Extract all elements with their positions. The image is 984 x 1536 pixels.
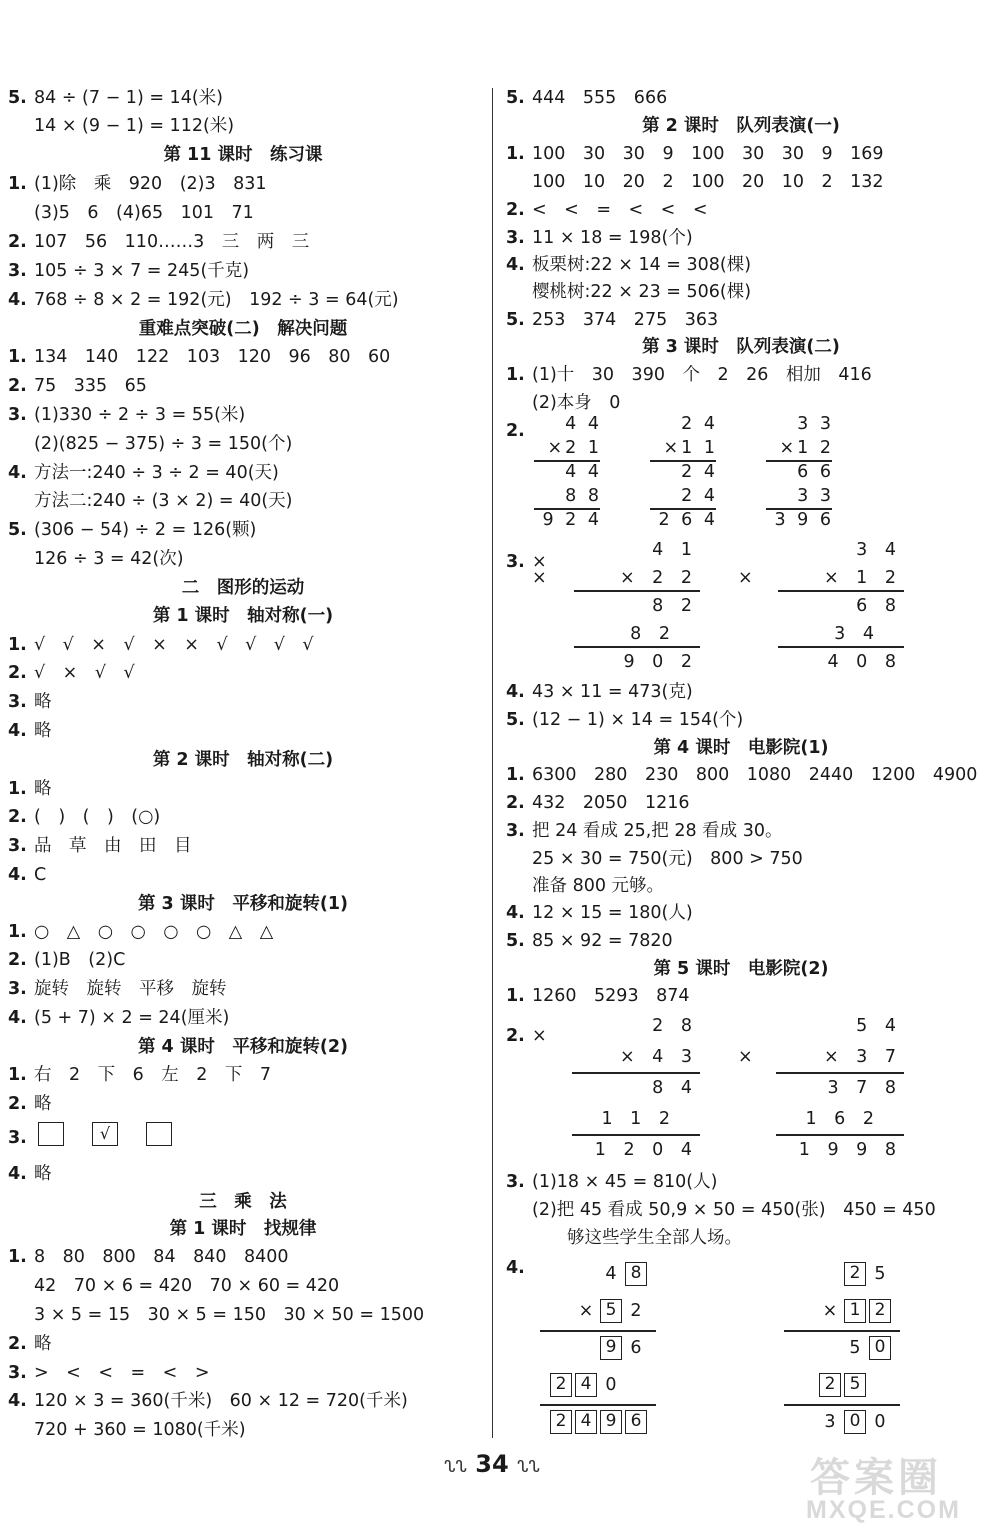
- calc-row: 5 4: [856, 1016, 902, 1036]
- question-number: 2.: [8, 1094, 27, 1114]
- answer-box: 9: [600, 1410, 622, 1434]
- wrong-mark: ×: [738, 568, 753, 588]
- answer-line: [8, 401, 245, 429]
- answer-text: √ × √ √: [34, 663, 135, 683]
- calc-row: 2 4: [681, 462, 718, 482]
- answer-text: 樱桃树:22 × 23 = 506(棵): [532, 282, 752, 302]
- question-number: 1.: [8, 922, 27, 942]
- question-number: 2.: [506, 1026, 525, 1046]
- question-number: 4.: [8, 1391, 27, 1411]
- answer-line: [8, 918, 273, 946]
- answer-text: 11 × 18 = 198(个): [532, 228, 693, 248]
- question-number: 2.: [8, 950, 27, 970]
- calc-digit: 0: [874, 1412, 886, 1432]
- answer-line: [506, 1224, 742, 1252]
- calc-row: 6 8: [856, 596, 902, 616]
- answer-line: [8, 430, 292, 458]
- calc-line: [784, 1404, 900, 1406]
- calc-digit: ×: [822, 1301, 838, 1321]
- calc-row: 2 6 4: [658, 510, 718, 530]
- question-number: 2.: [506, 200, 525, 220]
- answer-text: 107 56 110……3 三 两 三: [34, 232, 310, 252]
- section-title: 第 3 课时 队列表演(二): [642, 337, 840, 357]
- footer-ornament-left: ᔐᔐ: [444, 1457, 467, 1476]
- answer-text: C: [34, 865, 47, 885]
- answer-text: 方法一:240 ÷ 3 ÷ 2 = 40(天): [34, 463, 279, 483]
- question-number: 4.: [8, 1008, 27, 1028]
- question-number: 5.: [8, 88, 27, 108]
- answer-text: 84 ÷ (7 − 1) = 14(米): [34, 88, 223, 108]
- answer-line: [8, 228, 309, 256]
- section-title: 第 2 课时 队列表演(一): [642, 116, 840, 136]
- answer-line: [8, 487, 293, 515]
- answer-box: 6: [625, 1410, 647, 1434]
- calc-row: 9 2 4: [542, 510, 602, 530]
- calc-row: 4 1: [652, 540, 698, 560]
- answer-text: 1260 5293 874: [532, 986, 690, 1006]
- answer-line: [506, 1168, 717, 1196]
- question-number: 3.: [8, 692, 27, 712]
- calc-row: × 3 7: [823, 1047, 902, 1067]
- answer-box: 2: [550, 1373, 572, 1397]
- question-number: 2.: [8, 232, 27, 252]
- calc-line: [574, 646, 700, 648]
- calc-row: 8 4: [652, 1078, 698, 1098]
- calc-row: 1 6 2: [805, 1109, 880, 1129]
- answer-line: [8, 659, 135, 687]
- calc-line: [766, 460, 832, 462]
- answer-text: 准备 800 元够。: [532, 876, 665, 896]
- calc-row: 3 7 8: [827, 1078, 902, 1098]
- answer-line: [8, 372, 147, 400]
- answer-box: 4: [575, 1373, 597, 1397]
- answer-line: [506, 982, 689, 1010]
- answer-line: [8, 1124, 27, 1152]
- answer-text: 方法二:240 ÷ (3 × 2) = 40(天): [34, 491, 293, 511]
- answer-box: 2: [819, 1373, 841, 1397]
- calc-line: [650, 460, 716, 462]
- answer-line: [8, 803, 160, 831]
- answer-line: [8, 1387, 408, 1415]
- answer-text: 720 + 360 = 1080(千米): [34, 1420, 246, 1440]
- answer-line: [8, 1160, 52, 1188]
- question-number: 5.: [506, 931, 525, 951]
- question-number: 1.: [506, 986, 525, 1006]
- question-number: 4.: [506, 1258, 525, 1278]
- section-title: 第 11 课时 练习课: [163, 145, 323, 165]
- answer-text: (1)除 乘 920 (2)3 831: [34, 174, 267, 194]
- question-number: 3.: [506, 821, 525, 841]
- answer-line: [506, 140, 884, 168]
- calc-row: 3 4: [856, 540, 902, 560]
- answer-text: 25 × 30 = 750(元) 800 > 750: [532, 849, 803, 869]
- answer-line: [506, 1022, 547, 1050]
- answer-line: [8, 257, 249, 285]
- answer-line: [8, 1061, 271, 1089]
- answer-box: 0: [869, 1336, 891, 1360]
- question-number: 1.: [8, 174, 27, 194]
- answer-text: 略: [34, 779, 52, 799]
- calc-row: 2 4: [681, 486, 718, 506]
- answer-text: 14 × (9 − 1) = 112(米): [34, 116, 235, 136]
- answer-text: 8 80 800 84 840 8400: [34, 1247, 289, 1267]
- answer-text: 略: [34, 721, 52, 741]
- question-number: 4.: [8, 865, 27, 885]
- answer-text: (2)(825 − 375) ÷ 3 = 150(个): [34, 434, 293, 454]
- calc-line: [572, 1072, 700, 1074]
- calc-line: [776, 1072, 904, 1074]
- answer-text: (5 + 7) × 2 = 24(厘米): [34, 1008, 230, 1028]
- calc-row: × 2 2: [619, 568, 698, 588]
- calc-row: 4 4: [565, 462, 602, 482]
- calc-row: 1 9 9 8: [798, 1140, 902, 1160]
- answer-text: 6300 280 230 800 1080 2440 1200 4900: [532, 765, 978, 785]
- answer-line: [8, 545, 184, 573]
- footer-ornament-right: ᔐᔐ: [517, 1457, 540, 1476]
- section-title: 第 3 课时 平移和旋转(1): [137, 894, 349, 914]
- calc-digit: 3: [824, 1412, 836, 1432]
- answer-line: [8, 861, 46, 889]
- question-number: 3.: [8, 261, 27, 281]
- question-number: 5.: [8, 520, 27, 540]
- answer-text: 253 374 275 363: [532, 310, 719, 330]
- column-divider: [492, 88, 493, 1438]
- question-number: 1.: [8, 1247, 27, 1267]
- answer-text: 134 140 122 103 120 96 80 60: [34, 347, 391, 367]
- answer-line: [506, 278, 751, 306]
- answer-box: 9: [600, 1336, 622, 1360]
- calc-line: [778, 646, 904, 648]
- answer-box: 4: [575, 1410, 597, 1434]
- answer-text: 略: [34, 1334, 52, 1354]
- calc-row: × 4 3: [619, 1047, 698, 1067]
- answer-text: 85 × 92 = 7820: [532, 931, 673, 951]
- calc-line: [776, 1134, 904, 1136]
- answer-text: (1)330 ÷ 2 ÷ 3 = 55(米): [34, 405, 246, 425]
- question-number: 3.: [506, 1172, 525, 1192]
- answer-line: [8, 1416, 246, 1444]
- answer-box: [38, 1122, 64, 1146]
- answer-line: [506, 678, 693, 706]
- answer-line: [8, 1243, 289, 1271]
- answer-text: 42 70 × 6 = 420 70 × 60 = 420: [34, 1276, 340, 1296]
- calc-row: 2 4: [681, 414, 718, 434]
- answer-box: √: [92, 1122, 118, 1146]
- question-number: 4.: [8, 290, 27, 310]
- question-number: 4.: [506, 255, 525, 275]
- answer-text: 43 × 11 = 473(克): [532, 682, 693, 702]
- answer-line: [8, 832, 192, 860]
- answer-line: [506, 761, 977, 789]
- question-number: 2.: [8, 807, 27, 827]
- answer-line: [8, 717, 52, 745]
- answer-line: [506, 817, 783, 845]
- question-number: 4.: [8, 1164, 27, 1184]
- answer-text: 3 × 5 = 15 30 × 5 = 150 30 × 50 = 1500: [34, 1305, 425, 1325]
- calc-line: [766, 508, 832, 510]
- calc-line: [650, 508, 716, 510]
- question-number: 2.: [8, 376, 27, 396]
- calc-row: 3 4: [834, 624, 880, 644]
- question-number: 2.: [506, 421, 525, 441]
- answer-line: [8, 631, 314, 659]
- answer-line: [8, 1359, 209, 1387]
- answer-text: ( ) ( ) (○): [34, 807, 161, 827]
- section-title: 第 1 课时 轴对称(一): [152, 606, 334, 626]
- answer-text: 75 335 65: [34, 376, 147, 396]
- answer-line: [506, 845, 803, 873]
- section-title: 第 2 课时 轴对称(二): [152, 750, 334, 770]
- calc-line: [540, 1404, 656, 1406]
- answer-text: (1)十 30 390 个 2 26 相加 416: [532, 365, 872, 385]
- answer-box: 0: [844, 1410, 866, 1434]
- answer-line: [506, 927, 673, 955]
- calc-row: 8 8: [565, 486, 602, 506]
- calc-row: × 1 2: [823, 568, 902, 588]
- answer-line: [506, 224, 693, 252]
- answer-text: 略: [34, 1164, 52, 1184]
- calc-line: [784, 1330, 900, 1332]
- answer-line: [8, 84, 223, 112]
- question-number: 4.: [506, 682, 525, 702]
- answer-box: 2: [844, 1262, 866, 1286]
- answer-line: [8, 112, 234, 140]
- calc-row: 1 2 0 4: [594, 1140, 698, 1160]
- answer-line: [8, 286, 399, 314]
- calc-row: ×1 1: [663, 438, 718, 458]
- answer-box: 2: [869, 1299, 891, 1323]
- question-number: 3.: [8, 405, 27, 425]
- answer-line: [8, 975, 227, 1003]
- answer-line: [506, 251, 751, 279]
- calc-row: 8 2: [630, 624, 676, 644]
- question-number: 3.: [8, 1363, 27, 1383]
- answer-text: 旋转 旋转 平移 旋转: [34, 979, 227, 999]
- question-number: 4.: [506, 903, 525, 923]
- calc-digit: 0: [605, 1375, 617, 1395]
- question-number: 1.: [506, 765, 525, 785]
- question-number: 5.: [506, 710, 525, 730]
- answer-text: 105 ÷ 3 × 7 = 245(千克): [34, 261, 250, 281]
- question-number: 2.: [8, 663, 27, 683]
- answer-text: (1)18 × 45 = 810(人): [532, 1172, 718, 1192]
- calc-row: 4 4: [565, 414, 602, 434]
- section-title: 第 1 课时 找规律: [169, 1219, 317, 1239]
- calc-line: [778, 590, 904, 592]
- answer-text: ×: [532, 1026, 547, 1046]
- answer-text: 444 555 666: [532, 88, 668, 108]
- answer-line: [506, 872, 664, 900]
- answer-text: ×: [532, 552, 547, 572]
- answer-text: √ √ × √ × × √ √ √ √: [34, 635, 314, 655]
- question-number: 1.: [506, 144, 525, 164]
- answer-text: 把 24 看成 25,把 28 看成 30。: [532, 821, 783, 841]
- answer-text: > < < = < >: [34, 1363, 210, 1383]
- answer-text: < < = < < <: [532, 200, 708, 220]
- answer-box: [146, 1122, 172, 1146]
- question-number: 1.: [8, 635, 27, 655]
- answer-text: (2)本身 0: [532, 393, 621, 413]
- calc-line: [534, 460, 600, 462]
- answer-line: [8, 1301, 424, 1329]
- calc-digit: 6: [630, 1338, 642, 1358]
- calc-row: 6 6: [797, 462, 834, 482]
- answer-text: 品 草 由 田 目: [34, 836, 192, 856]
- calc-line: [540, 1330, 656, 1332]
- calc-row: 8 2: [652, 596, 698, 616]
- answer-text: 12 × 15 = 180(人): [532, 903, 693, 923]
- answer-line: [506, 361, 872, 389]
- calc-row: 3 3: [797, 486, 834, 506]
- answer-text: 略: [34, 1094, 52, 1114]
- answer-line: [506, 196, 707, 224]
- calc-row: 3 3: [797, 414, 834, 434]
- answer-line: [506, 899, 693, 927]
- answer-box: 1: [844, 1299, 866, 1323]
- answer-line: [8, 170, 267, 198]
- answer-text: 120 × 3 = 360(千米) 60 × 12 = 720(千米): [34, 1391, 408, 1411]
- page-number: 34: [475, 1450, 509, 1478]
- question-number: 1.: [506, 365, 525, 385]
- answer-text: 126 ÷ 3 = 42(次): [34, 549, 184, 569]
- calc-digit: 4: [605, 1264, 617, 1284]
- calc-row: ×1 2: [779, 438, 834, 458]
- answer-line: [506, 789, 689, 817]
- watermark: [800, 1446, 980, 1536]
- answer-line: [8, 1004, 229, 1032]
- watermark-text: 答案圈: [810, 1456, 942, 1500]
- section-title: 重难点突破(二) 解决问题: [138, 319, 348, 339]
- answer-text: 够这些学生全部人场。: [532, 1228, 742, 1248]
- question-number: 1.: [8, 779, 27, 799]
- calc-digit: 5: [849, 1338, 861, 1358]
- answer-line: [506, 389, 620, 417]
- answer-line: [8, 1272, 339, 1300]
- question-number: 5.: [506, 310, 525, 330]
- answer-text: (2)把 45 看成 50,9 × 50 = 450(张) 450 = 450: [532, 1200, 936, 1220]
- section-title: 三 乘 法: [199, 1192, 287, 1212]
- answer-line: [506, 306, 718, 334]
- answer-text: 100 10 20 2 100 20 10 2 132: [532, 172, 884, 192]
- calc-line: [572, 1134, 700, 1136]
- answer-text: (3)5 6 (4)65 101 71: [34, 203, 254, 223]
- calc-line: [574, 590, 700, 592]
- answer-text: (12 − 1) × 14 = 154(个): [532, 710, 744, 730]
- wrong-mark: ×: [738, 1047, 753, 1067]
- answer-line: [8, 516, 256, 544]
- calc-digit: ×: [578, 1301, 594, 1321]
- answer-text: (306 − 54) ÷ 2 = 126(颗): [34, 520, 257, 540]
- answer-text: 768 ÷ 8 × 2 = 192(元) 192 ÷ 3 = 64(元): [34, 290, 399, 310]
- answer-line: [506, 84, 667, 112]
- answer-line: [506, 417, 532, 445]
- calc-line: [534, 508, 600, 510]
- answer-text: (1)B (2)C: [34, 950, 126, 970]
- question-number: 1.: [8, 1065, 27, 1085]
- answer-box: 8: [625, 1262, 647, 1286]
- watermark-url: MXQE.COM: [806, 1496, 961, 1524]
- answer-line: [8, 343, 390, 371]
- calc-row: 2 8: [652, 1016, 698, 1036]
- calc-row: 3 9 6: [774, 510, 834, 530]
- section-title: 第 4 课时 平移和旋转(2): [137, 1037, 349, 1057]
- answer-line: [506, 1196, 936, 1224]
- question-number: 3.: [8, 836, 27, 856]
- answer-line: [506, 706, 743, 734]
- question-number: 3.: [506, 228, 525, 248]
- calc-row: 4 0 8: [827, 652, 902, 672]
- section-title: 第 4 课时 电影院(1): [653, 738, 829, 758]
- section-title: 第 5 课时 电影院(2): [653, 959, 829, 979]
- question-number: 4.: [8, 721, 27, 741]
- answer-text: 略: [34, 692, 52, 712]
- answer-text: 板栗树:22 × 14 = 308(棵): [532, 255, 752, 275]
- calc-row: 9 0 2: [623, 652, 698, 672]
- answer-box: 5: [844, 1373, 866, 1397]
- answer-line: [8, 459, 279, 487]
- answer-text: 432 2050 1216: [532, 793, 690, 813]
- answer-line: [8, 199, 254, 227]
- question-number: 5.: [506, 88, 525, 108]
- answer-text: 100 30 30 9 100 30 30 9 169: [532, 144, 884, 164]
- answer-box: 2: [550, 1410, 572, 1434]
- question-number: 2.: [506, 793, 525, 813]
- calc-row: 1 1 2: [601, 1109, 676, 1129]
- wrong-mark: ×: [532, 568, 547, 588]
- calc-row: ×2 1: [547, 438, 602, 458]
- question-number: 2.: [8, 1334, 27, 1354]
- answer-line: [506, 1254, 532, 1282]
- answer-line: [8, 775, 52, 803]
- calc-digit: 2: [630, 1301, 642, 1321]
- question-number: 1.: [8, 347, 27, 367]
- question-number: 4.: [8, 463, 27, 483]
- question-number: 3.: [506, 552, 525, 572]
- answer-line: [8, 1090, 52, 1118]
- question-number: 3.: [8, 979, 27, 999]
- answer-line: [506, 168, 884, 196]
- answer-line: [8, 946, 125, 974]
- answer-text: ○ △ ○ ○ ○ ○ △ △: [34, 922, 274, 942]
- answer-line: [8, 688, 52, 716]
- question-number: 3.: [8, 1128, 27, 1148]
- answer-text: 右 2 下 6 左 2 下 7: [34, 1065, 272, 1085]
- calc-digit: 5: [874, 1264, 886, 1284]
- answer-line: [8, 1330, 52, 1358]
- answer-box: 5: [600, 1299, 622, 1323]
- section-title: 二 图形的运动: [181, 578, 305, 598]
